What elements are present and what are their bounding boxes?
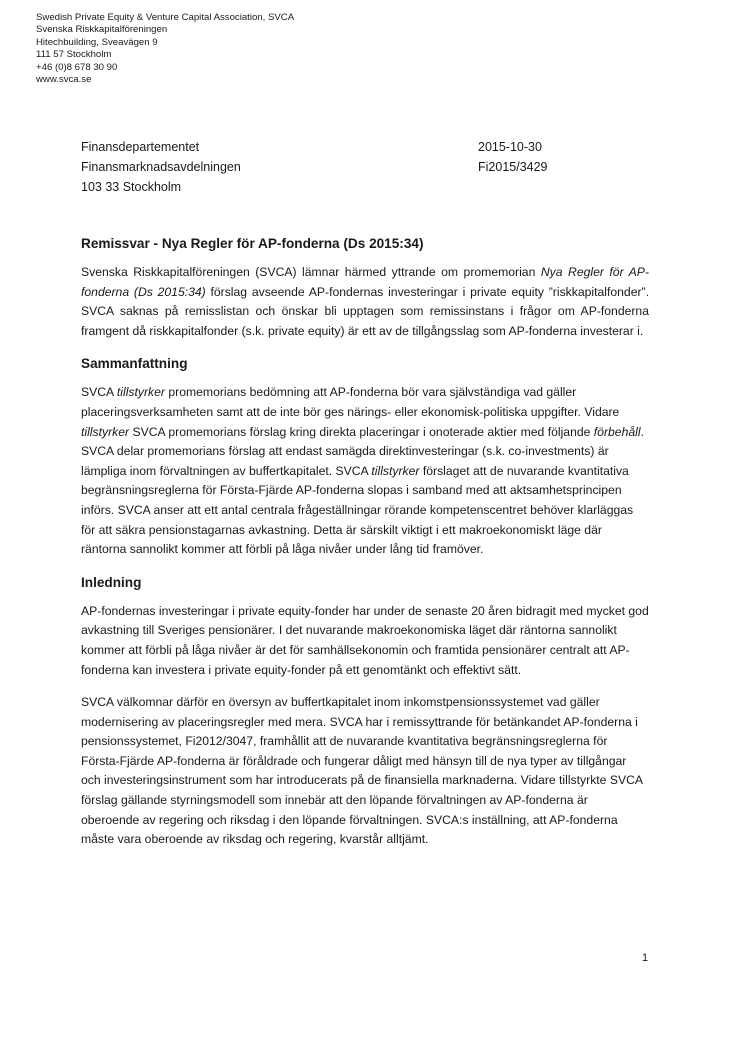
sender-address bbox=[36, 12, 294, 86]
text-run: promemorians bedömning att AP-fonderna bör vara självständiga vad gäller placeringsverksamheten samt att de inte bör ges närings- eller ekonomisk-politiska uppgifter. Vidare bbox=[81, 385, 620, 419]
intro-paragraph bbox=[81, 263, 649, 341]
sender-line: Svenska Riskkapitalföreningen bbox=[36, 24, 168, 36]
text-run: förslag avseende AP-fondernas investeringar i private equity ”riskkapitalfonder”. SVCA saknas på remisslistan och önskar bli upptagen som remissinstans i frågor om AP-fonderna framgent då riskkapitalfonder (s.k. private equity) är ett av de tillgångsslag som AP-fonderna investerar i. bbox=[81, 284, 649, 338]
text-run: . SVCA delar promemorians förslag att endast samägda direktinvesteringar (s.k. co-investments) är lämpliga inom förvaltningen av buffertkapitalet. SVCA bbox=[81, 424, 644, 478]
summary-heading: Sammanfattning bbox=[81, 356, 188, 372]
italic-text-run: förbehåll bbox=[593, 424, 641, 439]
introduction-heading: Inledning bbox=[81, 574, 142, 590]
sender-line: +46 (0)8 678 30 90 bbox=[36, 61, 118, 73]
text-run: Svenska Riskkapitalföreningen (SVCA) lämnar härmed yttrande om promemorian bbox=[81, 265, 541, 279]
recipient-line: Finansdepartementet bbox=[81, 140, 200, 154]
introduction-paragraph-2: SVCA välkomnar därför en översyn av buffertkapitalet inom inkomstpensionssystemet vad gäller modernisering av placeringsregler med mera. SVCA har i remissyttrande för betänkandet AP-fonderna i pensionssystemet, Fi2012/3047, framhållit att de nuvarande kvantitativa begränsningsreglerna för Första-Fjärde AP-fonderna är föråldrade och fungerar dåligt med hänsyn till de nya typer av tillgångar och investeringsinstrument som har introducerats på de finansiella marknaderna. Vidare tillstyrkte SVCA förslag gällande styrningsmodell som innebär att den löpande förvaltningen av AP-fonderna är oberoende av regering och riksdag i den löpande förvaltningen. SVCA:s inställning, att AP-fonderna måste vara oberoende av riksdag och regering, kvarstår alltjämt. bbox=[81, 695, 643, 847]
sender-line: 111 57 Stockholm bbox=[36, 49, 112, 61]
recipient-line: 103 33 Stockholm bbox=[81, 180, 182, 194]
text-run: SVCA promemorians förslag kring direkta placeringar i onoterade aktier med följande bbox=[129, 424, 594, 439]
summary-paragraph bbox=[81, 383, 649, 559]
sender-line: www.svca.se bbox=[36, 74, 92, 86]
recipient-address bbox=[81, 137, 241, 197]
letter-date: 2015-10-30 bbox=[478, 140, 542, 154]
italic-text-run: tillstyrker bbox=[371, 463, 420, 478]
italic-text-run: tillstyrker bbox=[116, 385, 165, 400]
document-title: Remissvar - Nya Regler för AP-fonderna (Ds 2015:34) bbox=[81, 236, 424, 251]
recipient-line: Finansmarknadsavdelningen bbox=[81, 160, 241, 174]
italic-text-run: Nya Regler för AP-fonderna (Ds 2015:34) bbox=[81, 265, 649, 299]
letter-meta bbox=[478, 137, 548, 177]
italic-text-run: tillstyrker bbox=[81, 424, 130, 439]
letter-reference: Fi2015/3429 bbox=[478, 160, 548, 174]
sender-line: Swedish Private Equity & Venture Capital Association, SVCA bbox=[36, 12, 295, 23]
sender-line: Hitechbuilding, Sveavägen 9 bbox=[36, 36, 158, 48]
letter-body bbox=[81, 234, 649, 863]
introduction-paragraph-1: AP-fondernas investeringar i private equity-fonder har under de senaste 20 åren bidragit med mycket god avkastning till Sveriges pensionärer. I det nuvarande makroekonomiska läget där räntorna sannolikt kommer att förbli på låga nivåer är det för samhällsekonomin och framtida pensionärer centralt att AP-fonderna kan investera i private equity-fonder på ett genomtänkt och effektivt sätt. bbox=[81, 603, 649, 677]
text-run: SVCA bbox=[81, 385, 117, 400]
page-number: 1 bbox=[642, 952, 649, 964]
text-run: förslaget att de nuvarande kvantitativa begränsningsreglerna för Första-Fjärde AP-fonderna slopas i samband med att aktsamhetsprincipen införs. SVCA anser att ett antal centrala frågeställningar rörande kompetenscentret behöver klarläggas för att säkra pensionstagarnas avkastning. Detta är särskilt viktigt i ett makroekonomiskt läge där räntorna sannolikt kommer att förbli på låga nivåer under lång tid framöver. bbox=[81, 463, 634, 557]
